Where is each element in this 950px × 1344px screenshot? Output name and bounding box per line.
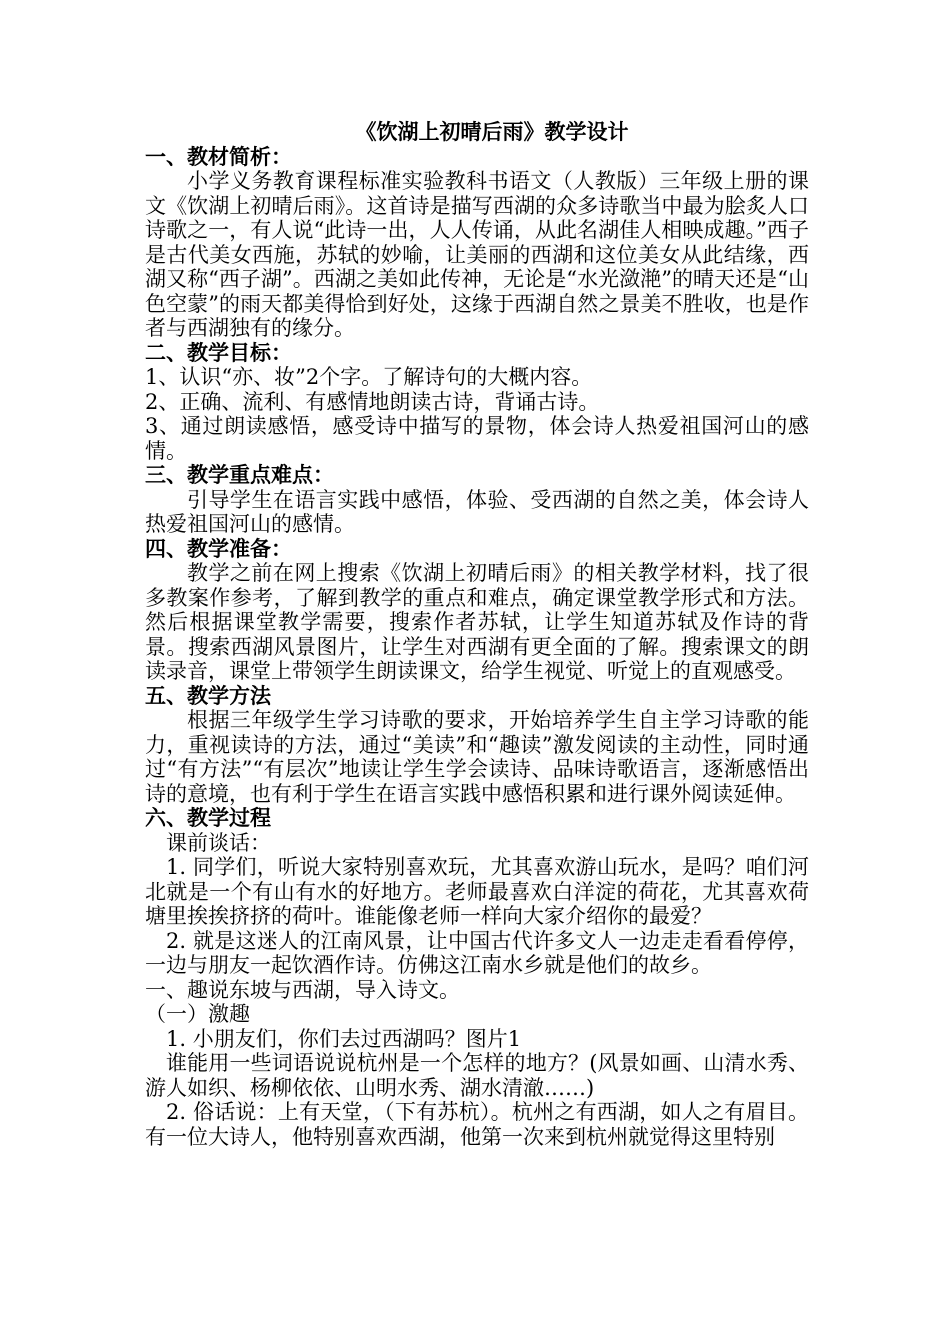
teaching-goal-item: 2、正确、流利、有感情地朗读古诗，背诵古诗。 xyxy=(145,389,600,414)
teaching-method-paragraph: 根据三年级学生学习诗歌的要求，开始培养学生自主学习诗歌的能力，重视读诗的方法，通过“美读”和“趣读”激发阅读的主动性，同时通过“有方法”“有层次”地读让学生学会读诗、品味诗歌语言，逐渐感悟出诗的意境，也有利于学生在语言实践中感悟积累和进行课外阅读延伸。 xyxy=(145,708,809,806)
textbook-analysis-paragraph: 小学义务教育课程标准实验教科书语文（人教版）三年级上册的课文《饮湖上初晴后雨》。这首诗是描写西湖的众多诗歌当中最为脍炙人口诗歌之一，有人说“此诗一出，人人传诵，从此名湖佳人相映成趣。”西子是古代美女西施，苏轼的妙喻，让美丽的西湖和这位美女从此结缘，西湖又称“西子湖”。西湖之美如此传神，无论是“水光潋滟”的晴天还是“山色空蒙”的雨天都美得恰到好处，这缘于西湖自然之景美不胜收，也是作者与西湖独有的缘分。 xyxy=(145,169,809,340)
section-heading-key-points: 三、教学重点难点： xyxy=(145,463,334,487)
process-paragraph: 2. 俗话说：上有天堂，（下有苏杭）。杭州之有西湖，如人之有眉目。有一位大诗人，他特别喜欢西湖，他第一次来到杭州就觉得这里特别 xyxy=(145,1100,809,1149)
process-subheading: （一）激趣 xyxy=(145,1002,250,1026)
process-part-heading: 一、趣说东坡与西湖，导入诗文。 xyxy=(145,977,460,1002)
section-heading-preparation: 四、教学准备： xyxy=(145,536,292,561)
process-paragraph: 谁能用一些词语说说杭州是一个怎样的地方？(风景如画、山清水秀、游人如织、杨柳依依、山明水秀、湖水清澈……) xyxy=(145,1051,809,1100)
section-heading-teaching-process: 六、教学过程 xyxy=(145,806,271,830)
pre-class-talk-label: 课前谈话： xyxy=(166,830,271,855)
process-paragraph: 1. 同学们，听说大家特别喜欢玩，尤其喜欢游山玩水，是吗？咱们河北就是一个有山有水的好地方。老师最喜欢白洋淀的荷花，尤其喜欢荷塘里挨挨挤挤的荷叶。谁能像老师一样向大家介绍你的最爱？ xyxy=(145,855,809,928)
document-title: 《饮湖上初晴后雨》教学设计 xyxy=(355,120,629,144)
teaching-goal-item: 3、通过朗读感悟，感受诗中描写的景物，体会诗人热爱祖国河山的感情。 xyxy=(145,414,809,463)
process-paragraph: 2. 就是这迷人的江南风景，让中国古代许多文人一边走走看看停停，一边与朋友一起饮酒作诗。仿佛这江南水乡就是他们的故乡。 xyxy=(145,928,809,977)
preparation-paragraph: 教学之前在网上搜索《饮湖上初晴后雨》的相关教学材料，找了很多教案作参考，了解到教学的重点和难点，确定课堂教学形式和方法。然后根据课堂教学需要，搜索作者苏轼，让学生知道苏轼及作诗的背景。搜索西湖风景图片，让学生对西湖有更全面的了解。搜索课文的朗读录音，课堂上带领学生朗读课文，给学生视觉、听觉上的直观感受。 xyxy=(145,561,809,683)
key-points-paragraph: 引导学生在语言实践中感悟，体验、受西湖的自然之美，体会诗人热爱祖国河山的感情。 xyxy=(145,487,809,536)
section-heading-textbook-analysis: 一、教材简析： xyxy=(145,144,292,169)
section-heading-teaching-goals: 二、教学目标： xyxy=(145,340,292,365)
teaching-goal-item: 1、认识“亦、妆”2个字。了解诗句的大概内容。 xyxy=(145,365,593,389)
section-heading-teaching-method: 五、教学方法 xyxy=(145,683,271,708)
process-paragraph: 1. 小朋友们，你们去过西湖吗？图片1 xyxy=(166,1026,522,1051)
document-page xyxy=(145,120,809,1149)
